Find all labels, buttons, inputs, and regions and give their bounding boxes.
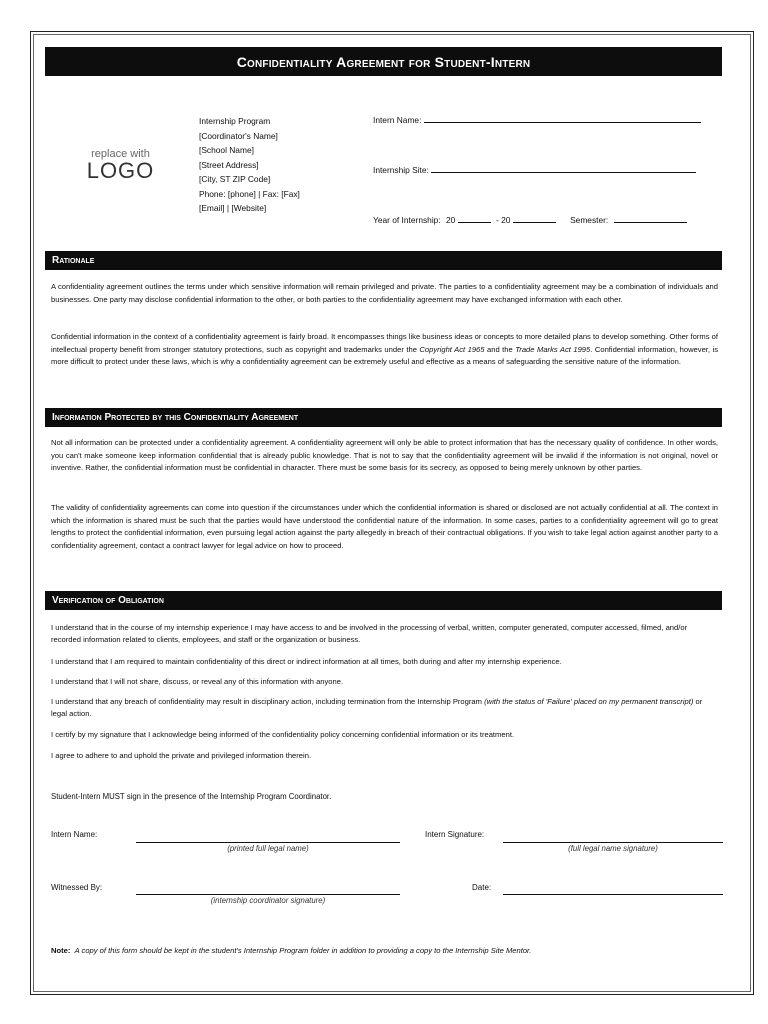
year-semester-row (373, 212, 687, 225)
program-address-block (199, 114, 300, 216)
statement-4-text-c: or legal action. (51, 697, 703, 718)
rationale-heading: Rationale (45, 251, 722, 270)
internship-site-row (373, 162, 696, 175)
rationale-p2-text-c: and the (484, 344, 516, 354)
semester-label: Semester: (570, 215, 609, 225)
copyright-act-ref: Copyright Act 1965 (419, 344, 485, 354)
intern-signature-line[interactable] (503, 842, 723, 843)
school-name: [School Name] (199, 145, 254, 155)
verification-statement-6: I agree to adhere to and uphold the private and privileged information therein. (51, 751, 312, 760)
logo-line-1: replace with (91, 148, 150, 160)
protected-paragraph-1: Not all information can be protected under a confidentiality agreement. A confidentiality agreement will only be able to protect information that has the necessary quality of confidence. In other words, you can't make someone keep information confidential that is already public knowledge. That is not to say that the confidentiality agreement will be invalid if the information is not original, novel or inventive. Rather, the confidential information must be confidential in character. There must be some basis for its secrecy, as opposed to being merely unknown by other parties. (51, 438, 718, 473)
year-label: Year of Internship: (373, 215, 441, 225)
verification-statement-2: I understand that I am required to maintain confidentiality of this direct or indirect information at all times, both during and after my internship experience. (51, 657, 562, 666)
logo-placeholder (78, 148, 163, 182)
statement-4-failure-note: (with the status of 'Failure' placed on my permanent transcript) (484, 697, 694, 706)
intern-name-sig-line[interactable] (136, 842, 400, 843)
intern-signature-label: Intern Signature: (425, 830, 485, 839)
intern-name-sig-label: Intern Name: (51, 830, 98, 839)
verification-statement-3: I understand that I will not share, discuss, or reveal any of this information with anyone. (51, 677, 344, 686)
intern-name-label: Intern Name: (373, 115, 422, 125)
rationale-p2-text-a: Confidential information in the context of a confidentiality agreement is fairly broad. It encompasses things like business ideas or concepts to more detailed plans to develop something. Other forms of intellectual property benefit from stronger statutory protections, such as copyright and trademarks under the (51, 332, 718, 354)
rationale-paragraph-1: A confidentiality agreement outlines the terms under which sensitive information will remain privileged and private. The parties to a confidentiality agreement may be a combination of individuals and businesses. One party may disclose confidential information to the other, or both parties to the confidentiality agreement may have exchanged information with each other. (51, 282, 718, 304)
rationale-paragraph-2 (51, 331, 718, 369)
witnessed-by-label: Witnessed By: (51, 883, 103, 892)
email-website: [Email] | [Website] (199, 203, 267, 213)
semester-line[interactable] (614, 212, 687, 223)
city-state-zip: [City, ST ZIP Code] (199, 174, 271, 184)
intern-name-line[interactable] (424, 112, 701, 123)
protected-paragraph-2: The validity of confidentiality agreements can come into question if the circumstances under which the confidential information is shared or disclosed are not actually confidential at all. The context in which the information is shared must be such that the parties would have understood the confidential nature of the information. In some cases, parties to a confidentiality agreement will go to great lengths to protect the confidential information, even pursuing legal action against the party allegedly in breach of their contractual obligations. If you wish to take legal action against another party to a confidentiality agreement, contact a contract lawyer for legal advice on how to proceed. (51, 503, 718, 550)
note-text: A copy of this form should be kept in the student's Internship Program folder in addition to providing a copy to the Internship Site Mentor. (74, 946, 532, 955)
date-line[interactable] (503, 894, 723, 895)
logo-line-2: LOGO (86, 158, 155, 183)
rationale-p2-text-e: . Confidential information, however, is more difficult to protect under these laws, which is why a confidentiality agreement can be extremely useful and effective as a means of safeguarding the sensitive nature of the information. (51, 344, 719, 367)
internship-site-label: Internship Site: (373, 165, 429, 175)
coordinator-name: [Coordinator's Name] (199, 130, 278, 141)
intern-name-hint: (printed full legal name) (227, 844, 309, 853)
note-label: Note: (51, 946, 71, 955)
protected-info-heading: Information Protected by this Confidentiality Agreement (45, 408, 722, 427)
year-end-line[interactable] (513, 212, 556, 223)
statement-4-text-a: I understand that any breach of confidentiality may result in disciplinary action, including termination from the Internship Program (51, 697, 485, 706)
verification-statement-4 (51, 696, 718, 720)
trade-marks-act-ref: Trade Marks Act 1995 (515, 344, 591, 354)
program-name: Internship Program (199, 116, 271, 126)
witnessed-by-line[interactable] (136, 894, 400, 895)
footer-note (51, 946, 531, 955)
date-label: Date: (472, 883, 492, 892)
year-separator: - 20 (495, 215, 511, 225)
verification-statement-5: I certify by my signature that I acknowledge being informed of the confidentiality policy concerning confidential information or its treatment. (51, 730, 515, 739)
witnessed-by-hint: (internship coordinator signature) (210, 896, 326, 905)
verification-statement-1: I understand that in the course of my internship experience I may have access to and be involved in the processing of verbal, written, computer generated, computer accessed, filmed, and/or recorded information related to clients, employees, and staff or the organization or business. (51, 623, 688, 644)
street-address: [Street Address] (199, 159, 259, 170)
phone-fax: Phone: [phone] | Fax: [Fax] (199, 188, 300, 199)
document-title: Confidentiality Agreement for Student-Intern (45, 47, 722, 76)
internship-site-line[interactable] (431, 162, 696, 173)
intern-name-row (373, 112, 701, 125)
must-sign-notice: Student-Intern MUST sign in the presence of the Internship Program Coordinator. (51, 792, 332, 801)
year-prefix-1: 20 (446, 215, 456, 225)
verification-heading: Verification of Obligation (45, 591, 722, 610)
year-start-line[interactable] (458, 212, 491, 223)
intern-signature-hint: (full legal name signature) (568, 844, 658, 853)
